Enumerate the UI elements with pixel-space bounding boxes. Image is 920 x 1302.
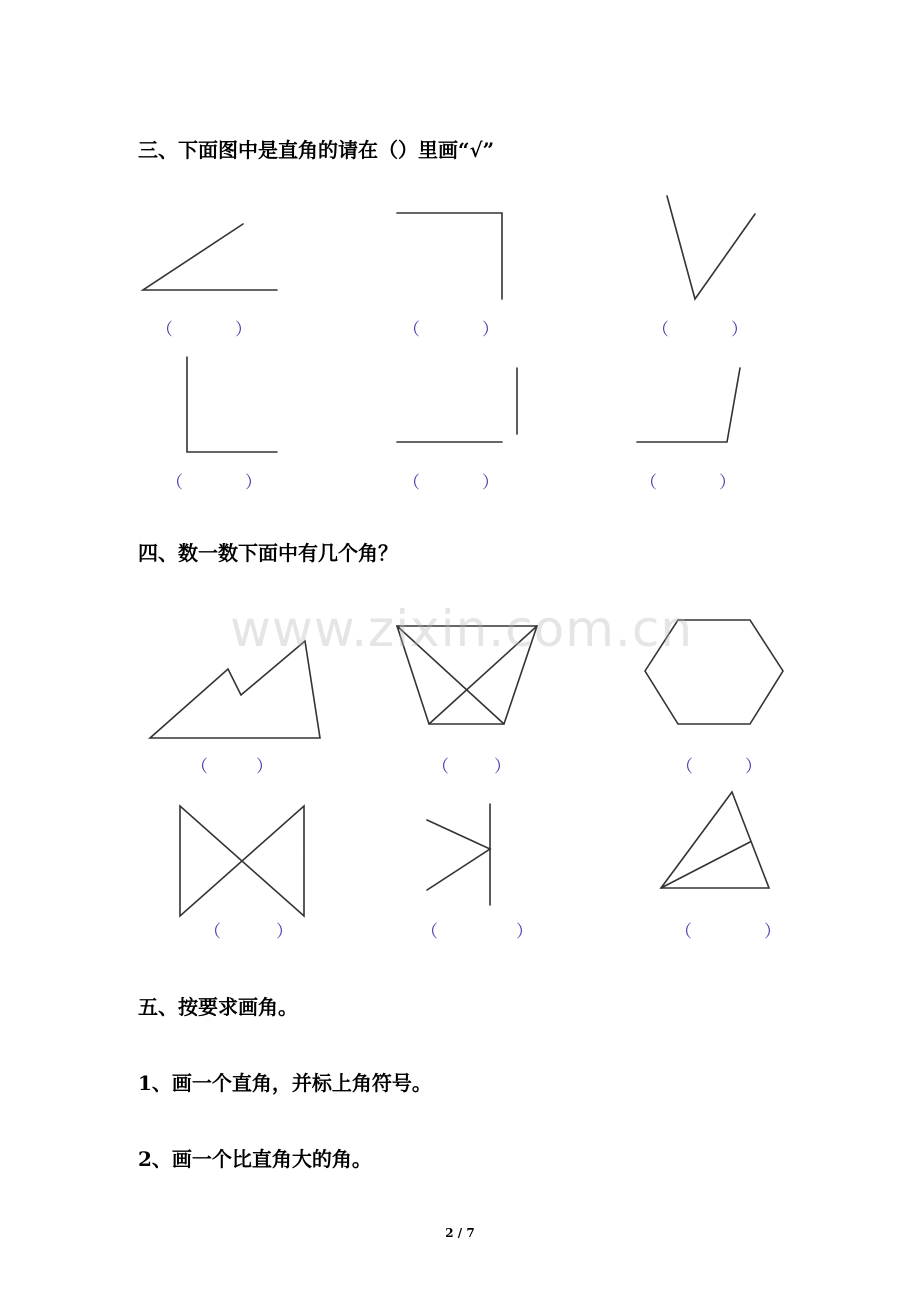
answer-parens-3-1[interactable]: （ ） <box>156 320 252 340</box>
shape-bowtie <box>180 806 304 916</box>
answer-parens-3-5[interactable]: （ ） <box>403 473 499 493</box>
answer-parens-3-3[interactable]: （ ） <box>652 320 748 340</box>
answer-parens-3-4[interactable]: （ ） <box>166 473 262 493</box>
shape-arrow-angle <box>427 804 490 905</box>
section4-title: 四、数一数下面中有几个角？ <box>138 541 398 565</box>
answer-parens-4-2[interactable]: （ ） <box>432 757 511 777</box>
angle-acute-1 <box>143 224 277 290</box>
answer-parens-4-3[interactable]: （ ） <box>676 757 762 777</box>
page-number: 2 / 7 <box>445 1226 475 1240</box>
angle-acute-2 <box>667 196 755 299</box>
answer-parens-4-6[interactable]: （ ） <box>675 922 781 942</box>
section3-title: 三、下面图中是直角的请在（）里画“√” <box>138 138 495 162</box>
answer-parens-4-5[interactable]: （ ） <box>421 922 533 942</box>
angle-obtuse-1 <box>637 368 740 442</box>
angle-right-1 <box>397 213 502 299</box>
shape-divided-triangle <box>661 792 769 888</box>
angle-right-2 <box>187 357 277 452</box>
answer-parens-3-2[interactable]: （ ） <box>403 320 499 340</box>
section5-title: 五、按要求画角。 <box>138 995 298 1019</box>
answer-parens-4-1[interactable]: （ ） <box>191 757 273 777</box>
section5-item2: 2、画一个比直角大的角。 <box>138 1147 372 1171</box>
section5-item1: 1、画一个直角，并标上角符号。 <box>138 1071 432 1095</box>
watermark: www.zixin.com.cn <box>230 600 694 658</box>
answer-parens-4-4[interactable]: （ ） <box>204 922 293 942</box>
answer-parens-3-6[interactable]: （ ） <box>640 473 736 493</box>
